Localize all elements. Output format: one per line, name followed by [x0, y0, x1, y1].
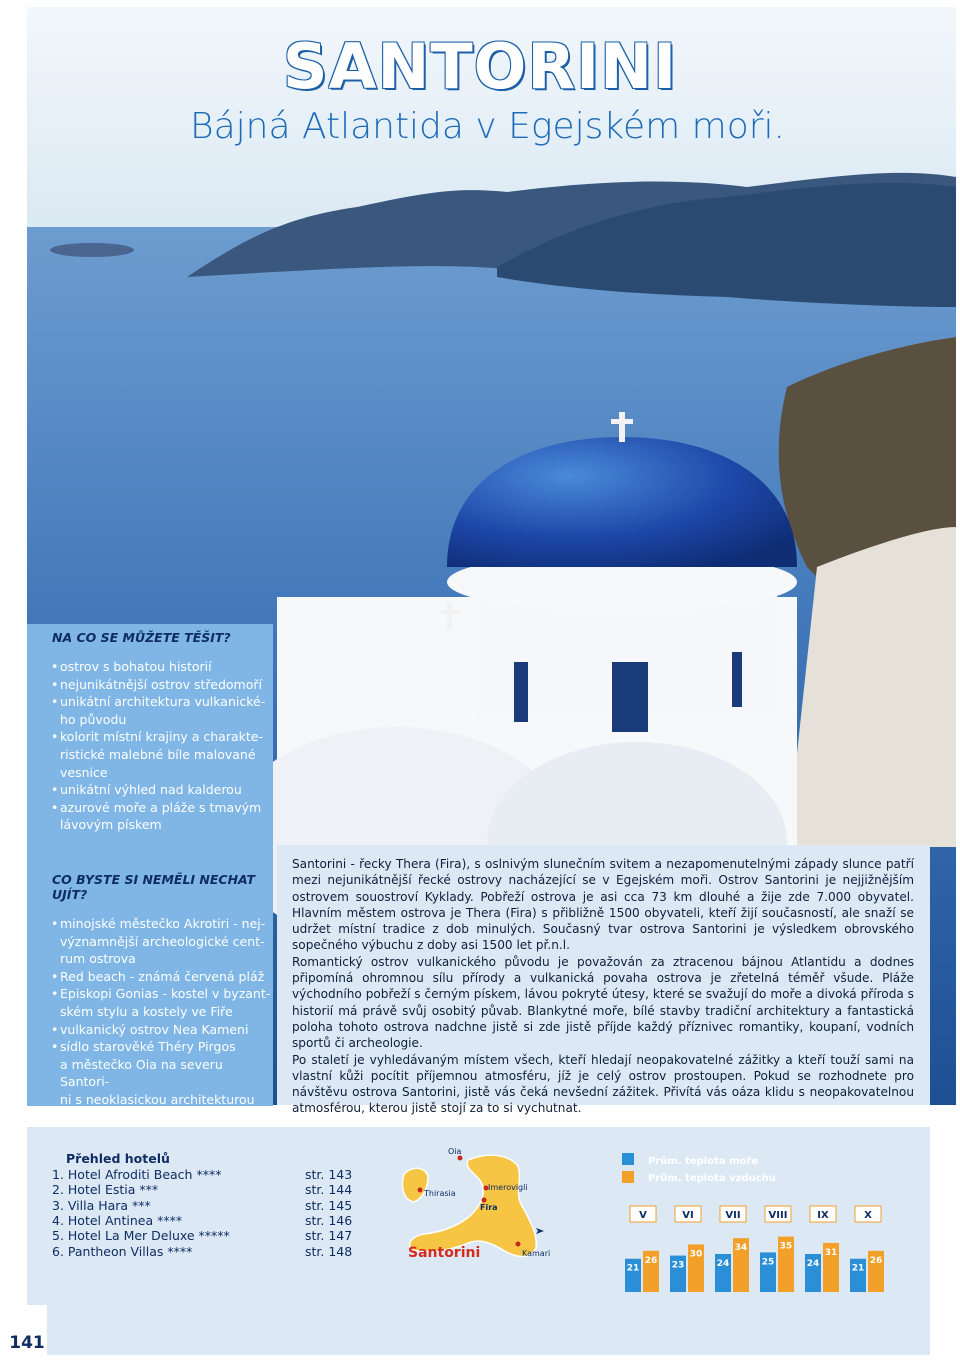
list-item: • azurové moře a pláže s tmavým: [52, 799, 272, 817]
oia-marker: [458, 1156, 463, 1161]
legend-sea-label: Prům. teplota moře: [648, 1156, 759, 1167]
list-item-cont: ni s neoklasickou architekturou: [60, 1091, 255, 1107]
page-number: 141: [7, 1305, 47, 1355]
list-item-cont: ho původu: [60, 711, 127, 727]
description-paragraph: Santorini - řecky Thera (Fira), s oslnivým slunečním svitem a nezapomenutelnými západy slunce patří mezi nejunikátnější řecké ostrovy nacházející se v Egejském moři. Ostrov Santorini je nejjižnějším ostrovem souostroví Kyklady. Pobřeží ostrova je asi cca 73 km dlouhé a žije zde 7.000 obyvatel. Hlavním městem ostrova je Thera (Fira) s přibližně 1500 obyvateli, kteří žijí současností, ale snaží se udržet místní tradice z dob minulých. Současný tvar ostrova Santorini je výsledkem obrovského sopečného výbuchu z doby asi 1500 let př.n.l.: [292, 857, 914, 953]
bar-value-label: 34: [734, 1243, 748, 1254]
page-title: SANTORINI: [282, 30, 678, 103]
list-item: • minojské městečko Akrotiri - nej-: [52, 915, 272, 933]
list-item-cont: ristické malebné bíle malované: [60, 746, 256, 762]
map-label-imerovigli: Imerovigli: [488, 1183, 528, 1192]
airport-icon: [536, 1228, 544, 1234]
bar-value-label: 26: [869, 1255, 883, 1266]
temperature-chart: [622, 1200, 892, 1295]
hotel-name: 4. Hotel Antinea ****: [52, 1213, 183, 1228]
month-label: VIII: [768, 1210, 788, 1221]
month-label: X: [864, 1210, 872, 1221]
hotels-title: Přehled hotelů: [66, 1151, 170, 1166]
month-label: V: [639, 1210, 647, 1221]
hotel-name: 6. Pantheon Villas ****: [52, 1244, 193, 1259]
hotel-name: 5. Hotel La Mer Deluxe *****: [52, 1228, 230, 1243]
map-island-name: Santorini: [408, 1245, 481, 1261]
hotel-page: str. 148: [305, 1244, 353, 1259]
list-item-cont: vesnice: [60, 764, 108, 780]
map-label-kamari: Kamari: [522, 1249, 551, 1258]
must-see-list: [52, 915, 272, 1109]
thirasia-marker: [418, 1188, 423, 1193]
description-text: [292, 856, 914, 1117]
month-label: VI: [682, 1210, 694, 1221]
santorini-map: [398, 1140, 568, 1270]
hotel-page: str. 147: [305, 1228, 353, 1243]
legend-sea-swatch: [622, 1153, 634, 1165]
list-item: • unikátní architektura vulkanické-: [52, 693, 272, 711]
bar-value-label: 24: [806, 1258, 820, 1269]
bar-value-label: 21: [851, 1263, 865, 1274]
hotel-name: 2. Hotel Estia ***: [52, 1182, 159, 1197]
highlights-title: NA CO SE MŮŽETE TĚŠIT?: [52, 630, 231, 645]
bar-value-label: 35: [779, 1241, 793, 1252]
page-subtitle: Bájná Atlantida v Egejském moři.: [190, 106, 785, 147]
highlights-panel: [27, 624, 273, 1106]
bar-value-label: 24: [716, 1258, 730, 1269]
list-item-cont: a městečko Oia na severu Santori-: [60, 1056, 223, 1090]
list-item: • Episkopi Gonias - kostel v byzant-: [52, 985, 272, 1003]
bar-value-label: 21: [626, 1263, 640, 1274]
highlights-list: [52, 658, 272, 834]
list-item: • Red beach - známá červená pláž: [52, 968, 272, 986]
month-label: IX: [817, 1210, 829, 1221]
legend-air-swatch: [622, 1171, 634, 1183]
hotel-page: str. 143: [305, 1167, 353, 1182]
map-label-oia: Oia: [448, 1147, 462, 1156]
list-item-cont: významnější archeologické cent-: [60, 933, 265, 949]
highlights-section: [52, 630, 272, 834]
hotel-page: str. 145: [305, 1198, 353, 1213]
list-item: • unikátní výhled nad kalderou: [52, 781, 272, 799]
legend-air-label: Prům. teplota vzduchu: [648, 1173, 776, 1184]
list-item: • kolorit místní krajiny a charakte-: [52, 728, 272, 746]
list-item: • sídlo starověké Théry Pirgos: [52, 1038, 272, 1056]
description-paragraph: Po staletí je vyhledávaným místem všech, kteří hledají neopakovatelné zážitky a kteří touží sami na vlastní kůži pocítit příjemnou atmosféru, jíž je celý ostrov prostoupen. Pokud se rozhodnete pro návštěvu ostrova Santorini, jistě vás čeká nevšední zážitek. Přivítá vás oáza klidu s neopakovatelnou atmosférou, kterou jistě stojí za to si vychutnat.: [292, 1052, 914, 1116]
map-label-fira: Fira: [480, 1203, 498, 1212]
bar-value-label: 30: [689, 1249, 703, 1260]
list-item-cont: lávovým pískem: [60, 817, 162, 833]
list-item: • vulkanický ostrov Nea Kameni: [52, 1021, 272, 1039]
hotel-name: 1. Hotel Afroditi Beach ****: [52, 1167, 222, 1182]
list-item: • nejunikátnější ostrov středomoří: [52, 676, 272, 694]
description-paragraph: Romantický ostrov vulkanického původu je považován za ztracenou bájnou Atlantidu a dodnes připomíná ohromnou sílu přírody a vulkanická povaha ostrova je zřetelná téměř všude. Pláže východního pobřeží s černým pískem, lávou pokryté útesy, které se svažují do moře a divoká příroda s historií má právě svůj osobitý půvab. Blankytné moře, bílé stavby tradiční architektury a fantastická poloha tohoto ostrova nadchne jistě si zde jistě příjde každý příznivec romantiky, koupaní, vodních sportů či archeologie.: [292, 954, 914, 1051]
must-see-section: [52, 872, 272, 1109]
kamari-marker: [516, 1242, 521, 1247]
island-shape: [410, 1155, 537, 1256]
list-item: • ostrov s bohatou historií: [52, 658, 272, 676]
must-see-title: CO BYSTE SI NEMĚLI NECHAT UJÍT?: [52, 872, 256, 902]
bar-value-label: 23: [671, 1260, 685, 1271]
fira-marker: [482, 1198, 487, 1203]
hotel-page: str. 144: [305, 1182, 353, 1197]
list-item-cont: rum ostrova: [60, 951, 136, 967]
hotel-name: 3. Villa Hara ***: [52, 1198, 151, 1213]
map-label-thirasia: Thirasia: [424, 1189, 456, 1198]
bar-value-label: 26: [644, 1255, 658, 1266]
hotel-page: str. 146: [305, 1213, 353, 1228]
bar-value-label: 31: [824, 1247, 838, 1258]
list-item-cont: ském stylu a kostely ve Fiře: [60, 1003, 233, 1019]
month-label: VII: [725, 1210, 741, 1221]
bar-value-label: 25: [761, 1257, 775, 1268]
